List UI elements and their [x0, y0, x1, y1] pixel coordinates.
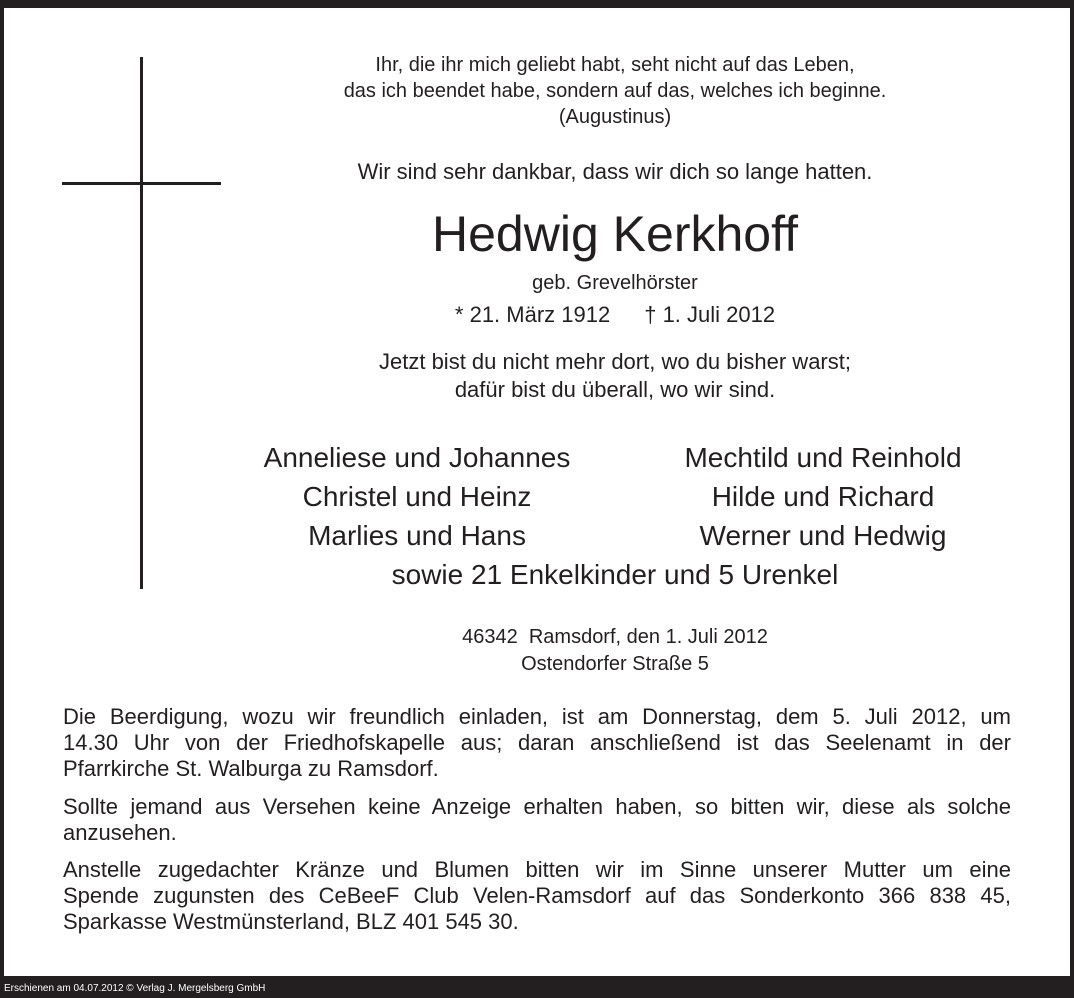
place-and-address [160, 624, 1070, 678]
publication-footer: Erschienen am 04.07.2012 © Verlag J. Mergelsberg GmbH [4, 983, 266, 994]
paragraph-line: Die Beerdigung, wozu wir freundlich einladen, ist am Donnerstag, dem 5. Juli 2012, um [63, 704, 1011, 729]
birth-date: * 21. März 1912 [454, 302, 611, 327]
life-dates [160, 300, 1070, 330]
paragraph-line: 14.30 Uhr von der Friedhofskapelle aus; daran anschließend ist das Seelenamt in der [63, 730, 1011, 755]
quote-line: Ihr, die ihr mich geliebt habt, seht nicht auf das Leben, [375, 54, 855, 76]
paragraph-line: Anstelle zugedachter Kränze und Blumen bitten wir im Sinne unserer Mutter um eine [63, 857, 1011, 882]
quote-line: das ich beendet habe, sondern auf das, welches ich beginne. [343, 80, 887, 102]
cross-vertical-bar [140, 57, 143, 589]
donation-paragraph [63, 857, 1011, 935]
paragraph-line: Pfarrkirche St. Walburga zu Ramsdorf. [63, 756, 439, 781]
family-left-column [217, 438, 617, 555]
family-couple: Werner und Hedwig [699, 520, 947, 551]
death-date: † 1. Juli 2012 [644, 302, 776, 327]
family-couple: Hilde und Richard [711, 481, 935, 512]
augustinus-quote [160, 52, 1070, 130]
deceased-name: Hedwig Kerkhoff [432, 206, 798, 262]
family-couple: Christel und Heinz [302, 481, 532, 512]
notice-paragraph [63, 794, 1011, 846]
poem [160, 348, 1070, 404]
quote-author: (Augustinus) [558, 106, 672, 128]
paragraph-line: anzusehen. [63, 820, 177, 845]
paragraph-line: Spende zugunsten des CeBeeF Club Velen-Ramsdorf auf das Sonderkonto 366 838 45, [63, 883, 1011, 908]
paragraph-line: Sparkasse Westmünsterland, BLZ 401 545 30. [63, 909, 519, 934]
family-couple: Anneliese und Johannes [263, 442, 571, 473]
poem-line: dafür bist du überall, wo wir sind. [454, 377, 776, 402]
street-address: Ostendorfer Straße 5 [521, 653, 709, 675]
place-date: 46342 Ramsdorf, den 1. Juli 2012 [462, 626, 768, 648]
family-couple: Mechtild und Reinhold [684, 442, 962, 473]
family-right-column [623, 438, 1023, 555]
grandchildren-line: sowie 21 Enkelkinder und 5 Urenkel [391, 559, 839, 590]
poem-line: Jetzt bist du nicht mehr dort, wo du bisher warst; [379, 349, 851, 374]
thanks-line: Wir sind sehr dankbar, dass wir dich so lange hatten. [357, 159, 873, 184]
funeral-paragraph [63, 704, 1011, 782]
paragraph-line: Sollte jemand aus Versehen keine Anzeige erhalten haben, so bitten wir, diese als solche [63, 794, 1011, 819]
family-couple: Marlies und Hans [308, 520, 526, 551]
birth-name: geb. Grevelhörster [532, 272, 698, 294]
